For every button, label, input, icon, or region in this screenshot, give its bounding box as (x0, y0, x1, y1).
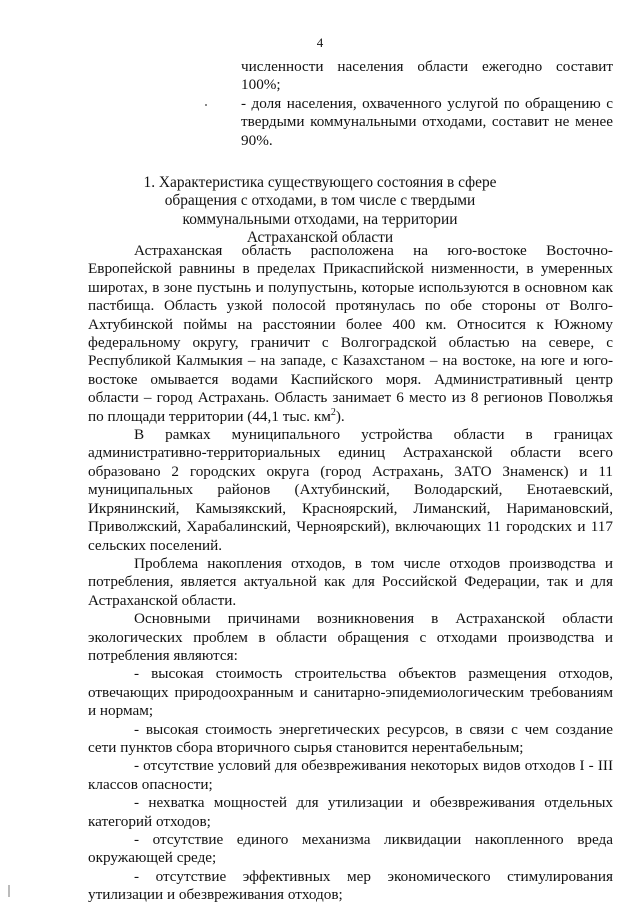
paragraph-geography (88, 242, 613, 426)
paragraph-causes: Основными причинами возникновения в Астраханской области экологических проблем в области обращения с отходами производства и потребления являются: (88, 610, 613, 664)
bullet-item: - нехватка мощностей для утилизации и обезвреживания отдельных категорий отходов; (88, 794, 613, 830)
paragraph-geography-end: ). (335, 407, 345, 425)
superscript-2: 2 (330, 406, 336, 418)
paragraph-municipal: В рамках муниципального устройства области в границах административно-территориальных единиц Астраханской области всего образовано 2 городских округа (город Астрахань, ЗАТО Знаменск) и 11 муниципальных районов (Ахтубинский, Володарский, Енотаевский, Икрянинский, Камызякский, Красноярский, Лиманский, Наримановский, Приволжский, Харабалинский, Черноярский), включающих 11 городских и 117 сельских поселений. (88, 426, 613, 554)
bullet-item: - высокая стоимость строительства объектов размещения отходов, отвечающих природоохранным и санитарно-эпидемиологическим требованиям и нормам; (88, 665, 613, 720)
section-heading: 1. Характеристика существующего состояния в сфере обращения с отходами, в том числе с твердыми коммунальными отходами, на территории Астраханской области (143, 174, 497, 247)
top-item-2: - доля населения, охваченного услугой по обращению с твердыми коммунальными отходами, составит не менее 90%. (241, 94, 613, 149)
paragraph-problem: Проблема накопления отходов, в том числе отходов производства и потребления, является актуальной как для Российской Федерации, так и для Астраханской области. (88, 554, 613, 609)
scan-artifact (205, 104, 207, 106)
top-item-1: численности населения области ежегодно составит 100%; (241, 58, 613, 94)
page-number: 4 (316, 35, 324, 50)
bullet-item: - отсутствие единого механизма ликвидации накопленного вреда окружающей среде; (88, 831, 613, 867)
paragraph-geography-text: Астраханская область расположена на юго-востоке Восточно-Европейской равнины в пределах Прикаспийской низменности, в умеренных широтах, в зоне пустынь и полупустынь, которые используются в основном как пастбища. Область узкой полосой протянулась по обе стороны от Волго-Ахтубинской поймы на расстоянии более 400 км. Относится к Южному федеральному округу, граничит с Волгоградской областью на севере, с Республикой Калмыкия – на западе, с Казахстаном – на востоке, на юге и юго-востоке омывается водами Каспийского моря. Административный центр области – город Астрахань. Область занимает 6 место из 8 регионов Поволжья по площади территории (44,1 тыс. км (88, 242, 613, 425)
bullet-item: - отсутствие условий для обезвреживания некоторых видов отходов I - III классов опасности; (88, 757, 613, 793)
body-text (88, 242, 613, 905)
bullet-item: - высокая стоимость энергетических ресурсов, в связи с чем создание сети пунктов сбора вторичного сырья становится нерентабельным; (88, 720, 613, 756)
bullet-item: - отсутствие эффективных мер экономического стимулирования утилизации и обезвреживания отходов; (88, 867, 613, 904)
scan-edge-artifact (8, 885, 10, 897)
top-continuation-block (241, 58, 613, 150)
